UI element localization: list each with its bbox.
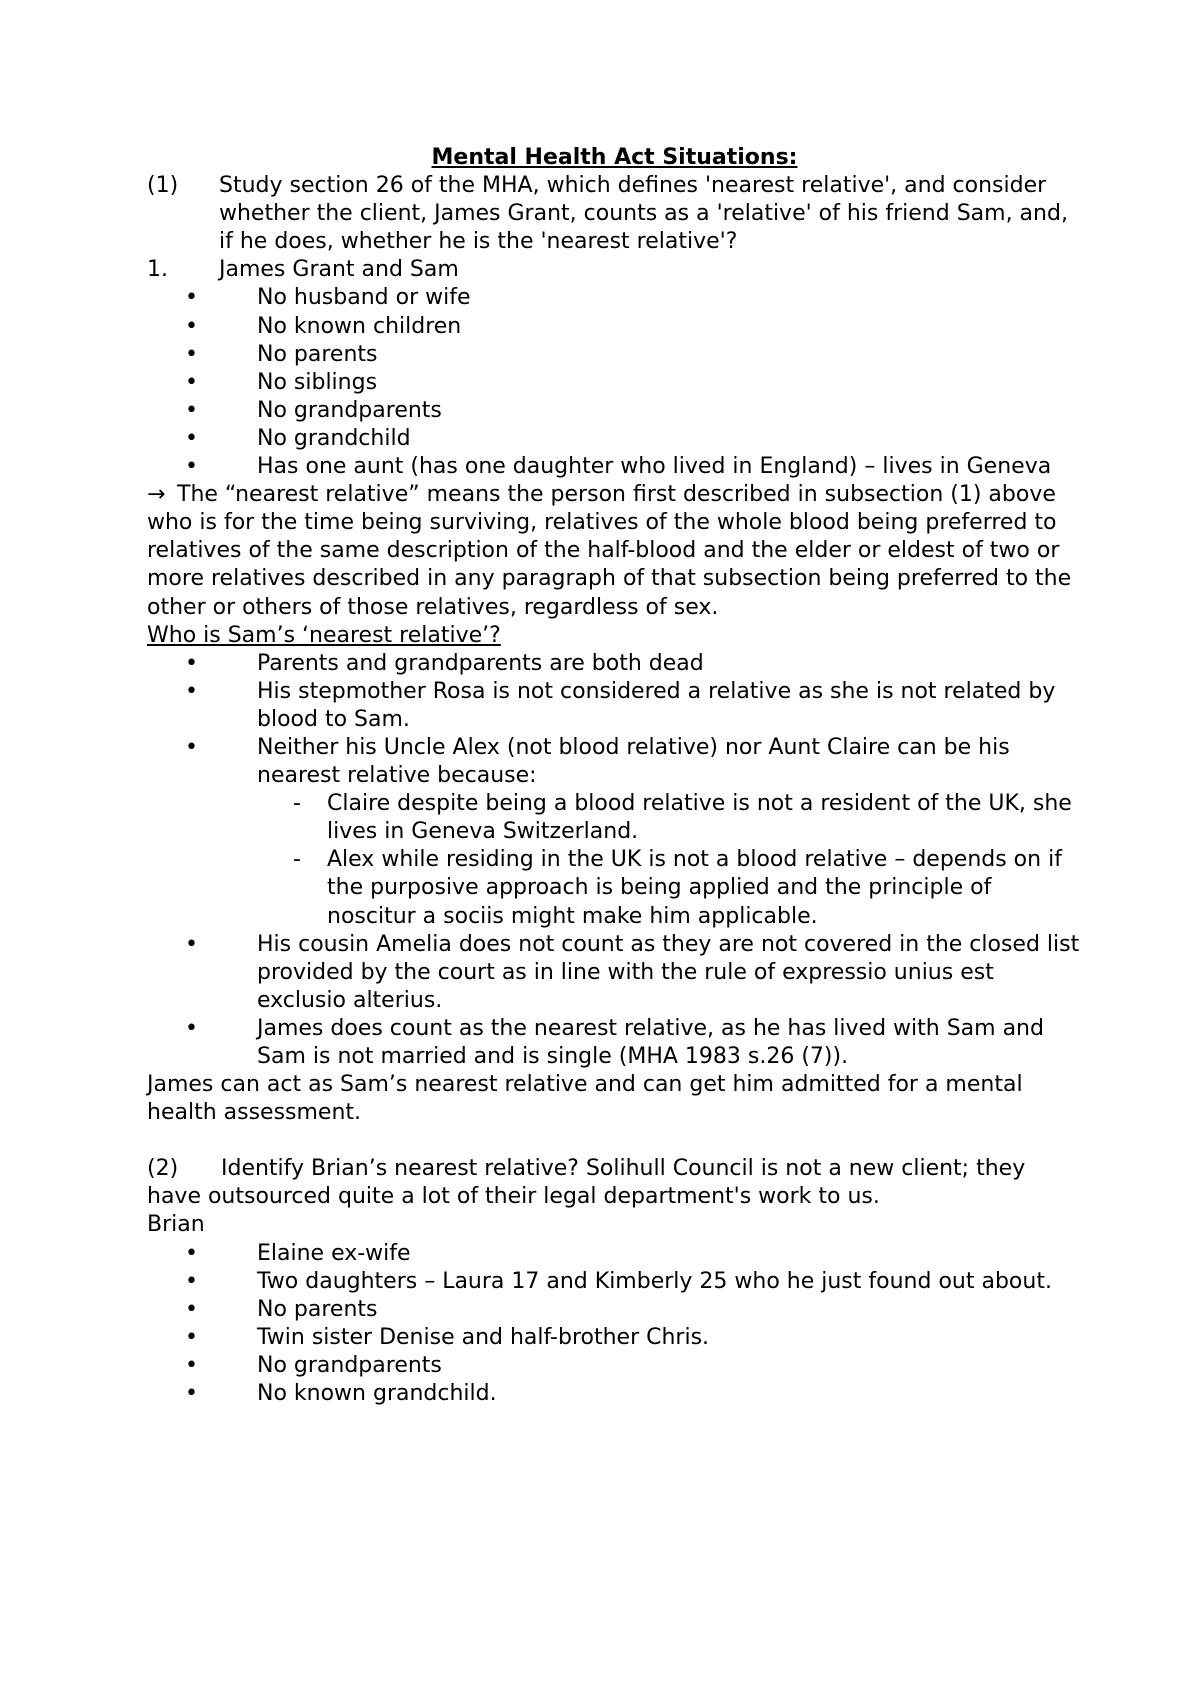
list-item-text: Parents and grandparents are both dead xyxy=(257,650,704,676)
bullet-icon: • xyxy=(185,397,198,423)
sub-list-item xyxy=(147,790,1082,846)
list-item xyxy=(147,313,1082,341)
list-item xyxy=(147,341,1082,369)
list-item-text: Has one aunt (has one daughter who lived in England) – lives in Geneva xyxy=(257,454,1052,480)
list-item-text: No husband or wife xyxy=(257,285,471,311)
list-item xyxy=(147,1352,1082,1380)
question-1-number: (1) xyxy=(147,173,179,199)
bullet-icon: • xyxy=(185,454,198,480)
bullet-icon: • xyxy=(185,1352,198,1378)
list-item-text: James does count as the nearest relative, as he has lived with Sam and Sam is not married and is single (MHA 1983 s.26 (7)). xyxy=(257,1015,1044,1069)
bullet-icon: • xyxy=(185,1324,198,1350)
list-item-text: No grandchild xyxy=(257,425,411,451)
list-item xyxy=(147,1240,1082,1268)
bullet-icon: • xyxy=(185,1015,198,1041)
bullet-icon: • xyxy=(185,341,198,367)
question-2-number: (2) xyxy=(147,1156,179,1182)
section-1-heading: James Grant and Sam xyxy=(219,257,459,283)
question-2-text: Identify Brian’s nearest relative? Solihull Council is not a new client; they have outsourced quite a lot of their legal department's work to us. xyxy=(147,1156,1026,1210)
list-item xyxy=(147,1324,1082,1352)
arrow-right-icon: → xyxy=(147,482,166,508)
bullet-icon: • xyxy=(185,369,198,395)
bullet-icon: • xyxy=(185,650,198,676)
list-item xyxy=(147,734,1082,790)
list-item-text: No parents xyxy=(257,1296,378,1322)
list-item xyxy=(147,369,1082,397)
bullet-icon: • xyxy=(185,425,198,451)
list-item-text: Twin sister Denise and half-brother Chris. xyxy=(257,1324,710,1350)
brian-heading: Brian xyxy=(147,1212,205,1238)
list-item xyxy=(147,678,1082,734)
list-item xyxy=(147,284,1082,312)
page-title: Mental Health Act Situations: xyxy=(431,145,798,170)
brian-bullet-list xyxy=(147,1240,1082,1409)
conclusion-paragraph: James can act as Sam’s nearest relative and can get him admitted for a mental health assessment. xyxy=(147,1072,1023,1126)
who-heading: Who is Sam’s ‘nearest relative’? xyxy=(147,622,501,648)
document-body xyxy=(147,144,1082,1408)
list-item xyxy=(147,650,1082,678)
list-item xyxy=(147,1015,1082,1071)
bullet-icon: • xyxy=(185,1268,198,1294)
question-1 xyxy=(147,172,1082,256)
section-1-number: 1. xyxy=(147,257,168,283)
list-item-text: No known children xyxy=(257,313,462,339)
list-item-text: No parents xyxy=(257,341,378,367)
list-item-text: No grandparents xyxy=(257,1352,442,1378)
list-item xyxy=(147,931,1082,1015)
list-item-text: No known grandchild. xyxy=(257,1381,497,1407)
list-item xyxy=(147,453,1082,481)
bullet-icon: • xyxy=(185,1381,198,1407)
question-1-text: Study section 26 of the MHA, which defines 'nearest relative', and consider whether the client, James Grant, counts as a 'relative' of his friend Sam, and, if he does, whether he is the 'nearest relative'? xyxy=(219,173,1068,255)
list-item-text: No siblings xyxy=(257,369,378,395)
list-item-text: Neither his Uncle Alex (not blood relative) nor Aunt Claire can be his nearest relative because: xyxy=(257,734,1010,789)
bullet-icon: • xyxy=(185,313,198,339)
list-item-text: No grandparents xyxy=(257,397,442,423)
sub-list-item-text: Alex while residing in the UK is not a blood relative – depends on if the purposive approach is being applied and the principle of noscitur a sociis might make him applicable. xyxy=(327,847,1062,929)
list-item-text: His cousin Amelia does not count as they are not covered in the closed list provided by the court as in line with the rule of expressio unius est exclusio alterius. xyxy=(257,931,1080,1013)
list-item-text: His stepmother Rosa is not considered a relative as she is not related by blood to Sam. xyxy=(257,678,1056,732)
list-item xyxy=(147,425,1082,453)
bullet-icon: • xyxy=(185,1296,198,1322)
bullet-icon: • xyxy=(185,678,198,704)
sub-list-item xyxy=(147,846,1082,930)
list-item-text: Elaine ex-wife xyxy=(257,1240,411,1266)
who-bullet-list xyxy=(147,650,1082,1071)
list-item xyxy=(147,397,1082,425)
list-item xyxy=(147,1268,1082,1296)
list-item xyxy=(147,1296,1082,1324)
bullet-icon: • xyxy=(185,285,198,311)
bullet-icon: • xyxy=(185,1240,198,1266)
blank-line xyxy=(147,1127,1082,1155)
bullet-icon: • xyxy=(185,734,198,760)
list-item xyxy=(147,1380,1082,1408)
section-1-bullet-list xyxy=(147,284,1082,481)
dash-icon: - xyxy=(293,847,301,873)
definition-text: The “nearest relative” means the person first described in subsection (1) above who is for the time being surviving, relatives of the whole blood being preferred to relatives of the same description of the half-blood and the elder or eldest of two or more relatives described in any paragraph of that subsection being preferred to the other or others of those relatives, regardless of sex. xyxy=(147,482,1072,620)
section-1-heading-row xyxy=(147,256,1082,284)
bullet-icon: • xyxy=(185,931,198,957)
definition-paragraph xyxy=(147,481,1082,621)
dash-icon: - xyxy=(293,791,301,817)
list-item-text: Two daughters – Laura 17 and Kimberly 25 who he just found out about. xyxy=(257,1268,1052,1294)
sub-list-item-text: Claire despite being a blood relative is not a resident of the UK, she lives in Geneva Switzerland. xyxy=(327,791,1072,845)
